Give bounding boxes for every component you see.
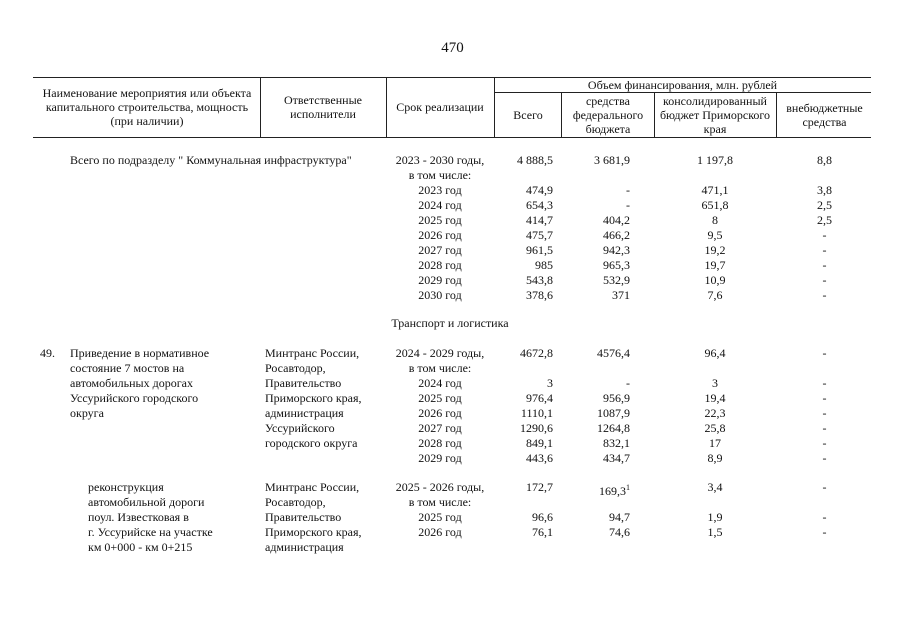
cell-extra: - <box>822 480 827 494</box>
cell-term: 2028 год <box>418 436 462 450</box>
cell-extra: - <box>822 288 827 302</box>
cell-total: 1110,1 <box>520 406 553 420</box>
text-line: Минтранс России, <box>265 480 360 494</box>
item-number: 49. <box>40 346 55 360</box>
cell-total: 443,6 <box>526 451 553 465</box>
cell-term: 2029 год <box>418 451 462 465</box>
header-divider <box>776 92 777 137</box>
page-number: 470 <box>441 40 464 56</box>
cell-term: 2023 - 2030 годы, <box>395 153 485 167</box>
cell-extra: - <box>822 243 827 257</box>
cell-consol: 19,2 <box>704 243 726 257</box>
cell-consol: 1,9 <box>707 510 723 524</box>
cell-total: 378,6 <box>526 288 553 302</box>
cell-extra: - <box>822 525 827 539</box>
text-line: Уссурийского <box>265 421 335 435</box>
cell-term: 2027 год <box>418 243 462 257</box>
cell-fed: 169,3$^1$ <box>599 483 630 498</box>
text-line: Росавтодор, <box>265 361 326 375</box>
cell-extra: - <box>822 273 827 287</box>
cell-extra: - <box>822 510 827 524</box>
cell-consol: 8 <box>712 213 718 227</box>
cell-consol: 1 197,8 <box>697 153 733 167</box>
cell-consol: 9,5 <box>707 228 723 242</box>
section-title: Транспорт и логистика <box>391 316 509 330</box>
cell-total: 3 <box>547 376 553 390</box>
text-line: Правительство <box>265 510 342 524</box>
cell-extra: 2,5 <box>817 213 832 227</box>
cell-extra: - <box>822 406 827 420</box>
cell-term: 2024 год <box>418 376 462 390</box>
cell-extra: - <box>822 228 827 242</box>
cell-consol: 19,7 <box>704 258 726 272</box>
cell-total: 1290,6 <box>520 421 553 435</box>
cell-consol: 10,9 <box>704 273 726 287</box>
text-line: Приморского края, <box>265 525 362 539</box>
cell-total: 414,7 <box>526 213 553 227</box>
cell-consol: 3,4 <box>707 480 723 494</box>
header-divider <box>260 77 261 137</box>
cell-extra: - <box>822 391 827 405</box>
header-term-col: Срок реализации <box>396 100 484 114</box>
cell-term: 2026 год <box>418 228 462 242</box>
cell-term: 2028 год <box>418 258 462 272</box>
footnote-mark: 1 <box>626 483 630 492</box>
cell-term: 2023 год <box>418 183 462 197</box>
text-line: Приведение в нормативное <box>70 346 210 360</box>
cell-fed: 466,2 <box>603 228 630 242</box>
cell-total: 976,4 <box>526 391 553 405</box>
header-divider <box>561 92 562 137</box>
cell-fed: 956,9 <box>603 391 630 405</box>
cell-extra: - <box>822 258 827 272</box>
text-line: автомобильных дорогах <box>70 376 193 390</box>
cell-fed: 434,7 <box>603 451 630 465</box>
cell-total: 961,5 <box>526 243 553 257</box>
cell-fed: 965,3 <box>603 258 630 272</box>
cell-term: 2026 год <box>418 525 462 539</box>
text-line: городского округа <box>265 436 358 450</box>
cell-extra: - <box>822 436 827 450</box>
subitem-executors <box>265 480 362 555</box>
cell-total: 985 <box>535 258 553 272</box>
cell-fed: - <box>626 198 630 212</box>
text-line: состояние 7 мостов на <box>70 361 185 375</box>
item-name <box>70 346 209 421</box>
text-line: поул. Известковая в <box>88 510 189 524</box>
cell-fed: 1264,8 <box>597 421 630 435</box>
cell-term: 2024 - 2029 годы, <box>395 346 485 360</box>
header-extrabudget-col: внебюджетные средства <box>786 101 863 129</box>
cell-consol: 651,8 <box>701 198 729 212</box>
cell-extra: - <box>822 421 827 435</box>
text-line: км 0+000 - км 0+215 <box>88 540 193 554</box>
cell-total: 474,9 <box>526 183 553 197</box>
cell-fed: 74,6 <box>609 525 630 539</box>
cell-extra: 3,8 <box>817 183 832 197</box>
cell-total: 849,1 <box>526 436 553 450</box>
text-line: автомобильной дороги <box>88 495 205 509</box>
cell-fed: 942,3 <box>603 243 630 257</box>
cell-extra: - <box>822 451 827 465</box>
cell-fed: 832,1 <box>603 436 630 450</box>
header-executors-col: Ответственные исполнители <box>284 93 362 121</box>
cell-term: 2024 год <box>418 198 462 212</box>
cell-fed: - <box>626 183 630 197</box>
cell-consol: 471,1 <box>701 183 729 197</box>
cell-term: в том числе: <box>408 495 472 509</box>
header-financing-col: Объем финансирования, млн. рублей <box>587 78 778 92</box>
text-line: округа <box>70 406 104 420</box>
header-federal-col: средства федерального бюджета <box>572 94 644 136</box>
cell-consol: 1,5 <box>707 525 723 539</box>
text-line: Росавтодор, <box>265 495 326 509</box>
text-line: администрация <box>265 540 344 554</box>
cell-fed: 94,7 <box>609 510 630 524</box>
cell-fed: 3 681,9 <box>594 153 630 167</box>
cell-extra: 2,5 <box>817 198 832 212</box>
cell-fed: - <box>626 376 630 390</box>
header-divider <box>386 77 387 137</box>
cell-term: 2025 - 2026 годы, <box>395 480 485 494</box>
cell-fed: 4576,4 <box>597 346 630 360</box>
cell-term: 2025 год <box>418 510 462 524</box>
subitem-name <box>88 480 213 555</box>
cell-total: 4 888,5 <box>517 153 553 167</box>
cell-consol: 7,6 <box>707 288 723 302</box>
header-total-col: Всего <box>513 108 543 122</box>
cell-fed: 404,2 <box>603 213 630 227</box>
cell-total: 654,3 <box>526 198 553 212</box>
text-line: реконструкция <box>88 480 164 494</box>
cell-consol: 17 <box>709 436 721 450</box>
cell-consol: 8,9 <box>707 451 723 465</box>
text-line: администрация <box>265 406 344 420</box>
cell-consol: 25,8 <box>704 421 726 435</box>
text-line: Уссурийского городского <box>70 391 199 405</box>
cell-term: в том числе: <box>408 361 472 375</box>
cell-extra: - <box>822 376 827 390</box>
text-line: г. Уссурийске на участке <box>88 525 213 539</box>
cell-consol: 19,4 <box>704 391 726 405</box>
cell-term: в том числе: <box>408 168 472 182</box>
cell-term: 2025 год <box>418 391 462 405</box>
text-line: Правительство <box>265 376 342 390</box>
cell-term: 2025 год <box>418 213 462 227</box>
cell-extra: 8,8 <box>817 153 832 167</box>
cell-term: 2030 год <box>418 288 462 302</box>
cell-term: 2029 год <box>418 273 462 287</box>
fin-subheader-rule <box>494 92 871 93</box>
header-name-col: Наименование мероприятия или объекта капитального строительства, мощность (при наличии) <box>42 86 252 128</box>
cell-total: 543,8 <box>526 273 553 287</box>
cell-consol: 3 <box>712 376 718 390</box>
cell-total: 172,7 <box>526 480 553 494</box>
cell-total: 76,1 <box>532 525 553 539</box>
item-executors <box>265 346 362 451</box>
cell-fed: 1087,9 <box>597 406 630 420</box>
cell-term: 2027 год <box>418 421 462 435</box>
cell-total: 475,7 <box>526 228 553 242</box>
header-consolidated-col: консолидированный бюджет Приморского края <box>659 94 771 136</box>
cell-consol: 22,3 <box>704 406 726 420</box>
subtotal-label: Всего по подразделу " Коммунальная инфраструктура" <box>70 153 352 167</box>
cell-fed: 532,9 <box>603 273 630 287</box>
cell-extra: - <box>822 346 827 360</box>
cell-term: 2026 год <box>418 406 462 420</box>
cell-total: 96,6 <box>532 510 553 524</box>
text-line: Приморского края, <box>265 391 362 405</box>
cell-fed: 371 <box>612 288 630 302</box>
cell-consol: 96,4 <box>704 346 726 360</box>
header-bottom-rule <box>33 137 871 138</box>
text-line: Минтранс России, <box>265 346 360 360</box>
cell-total: 4672,8 <box>520 346 553 360</box>
